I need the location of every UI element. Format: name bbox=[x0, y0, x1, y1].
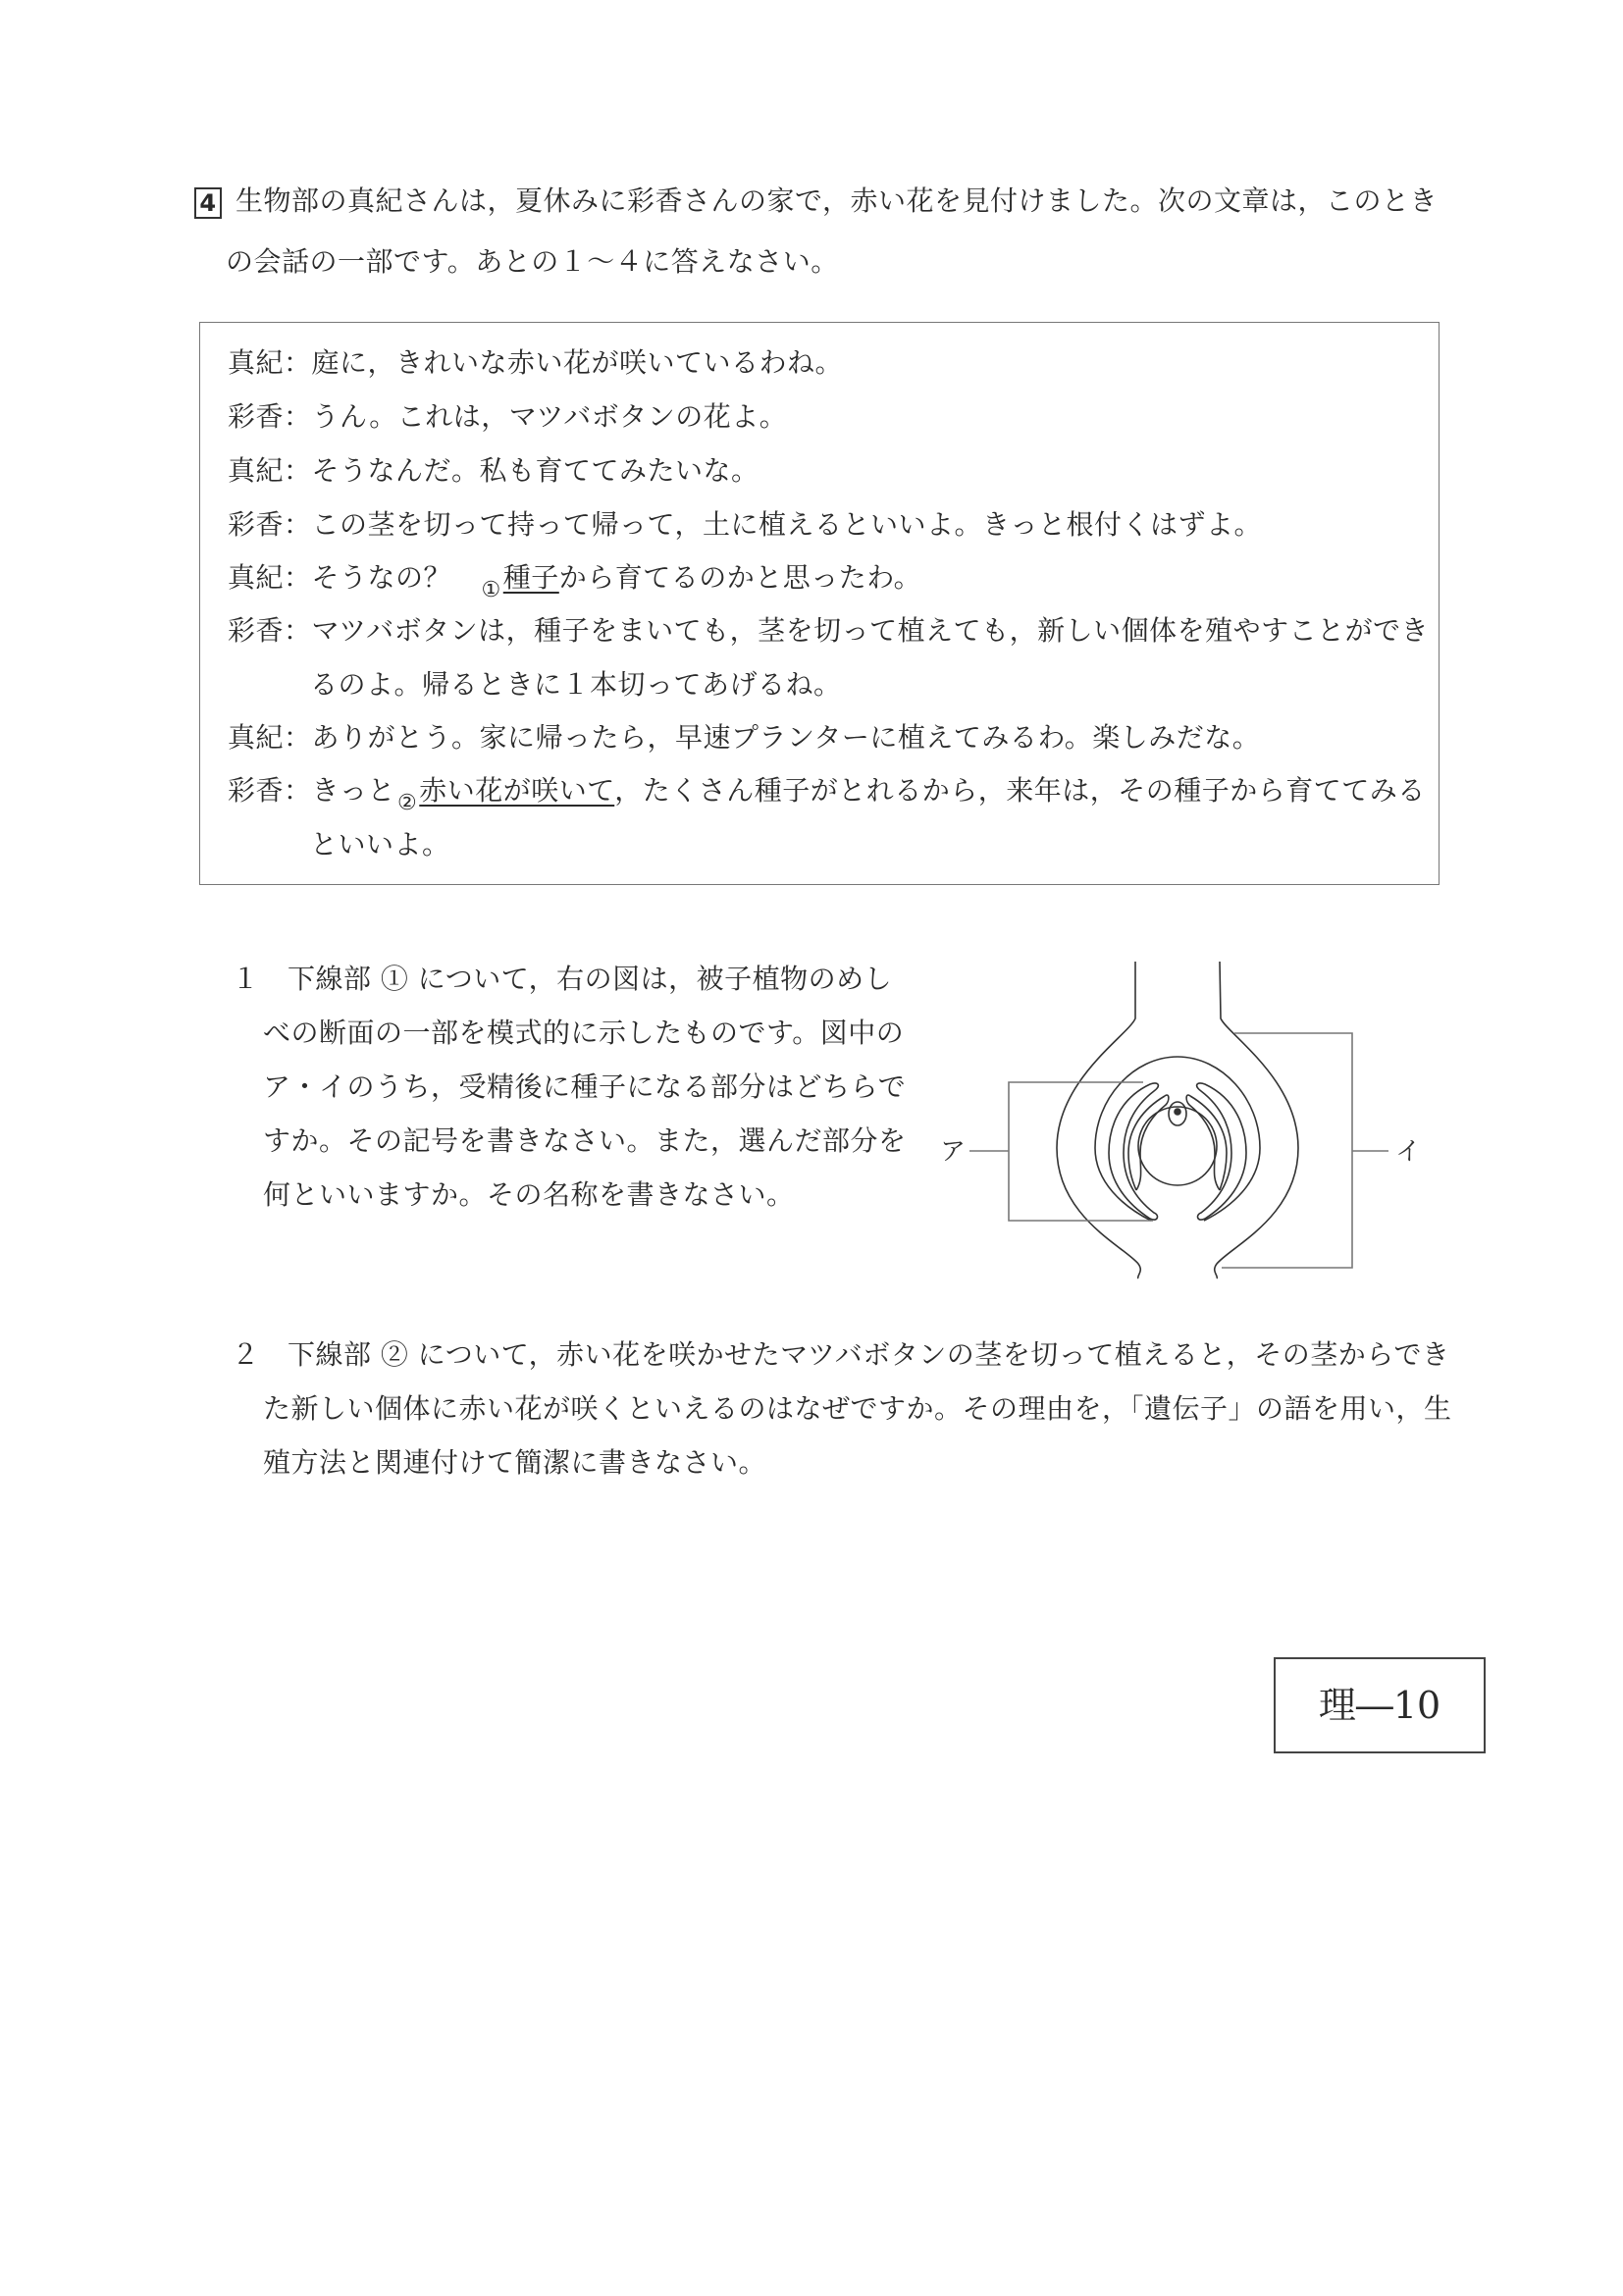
underline-2: 赤い花が咲いて bbox=[419, 774, 615, 807]
intro-line-2: の会話の一部です。あとの１～４に答えなさい。 bbox=[226, 245, 839, 278]
q2-line: 殖方法と関連付けて簡潔に書きなさい。 bbox=[263, 1446, 767, 1479]
marker-1: ① bbox=[481, 578, 501, 602]
q1-line: ア・イのうち，受精後に種子になる部分はどちらで bbox=[263, 1070, 907, 1103]
q1-line: すか。その記号を書きなさい。また，選んだ部分を bbox=[263, 1124, 907, 1157]
page-number: 理―10 bbox=[1274, 1657, 1486, 1753]
q1-line: １ 下線部 ① について，右の図は，被子植物のめし bbox=[232, 963, 893, 995]
egg-nucleus bbox=[1175, 1109, 1180, 1115]
dialogue-line: 彩香：きっと$_②$赤い花が咲いて，たくさん種子がとれるから，来年は，その種子から育ててみる bbox=[228, 774, 1426, 815]
dialogue-line-cont: といいよ。 bbox=[310, 828, 450, 861]
q2-line: ２ 下線部 ② について，赤い花を咲かせたマツバボタンの茎を切って植えると，その茎からでき bbox=[232, 1338, 1450, 1371]
label-i: イ bbox=[1395, 1137, 1422, 1167]
q1-line: 何といいますか。その名称を書きなさい。 bbox=[263, 1178, 795, 1211]
dialogue-line: 彩香：この茎を切って持って帰って，土に植えるといいよ。きっと根付くはずよ。 bbox=[228, 508, 1262, 541]
nucellus bbox=[1138, 1107, 1217, 1185]
dialogue-line: 真紀：ありがとう。家に帰ったら，早速プランターに植えてみるわ。楽しみだな。 bbox=[228, 721, 1261, 754]
dialogue-line: 彩香：うん。これは，マツバボタンの花よ。 bbox=[228, 400, 788, 433]
outer-integument-left bbox=[1109, 1083, 1158, 1220]
ovary-cavity bbox=[1095, 1057, 1260, 1221]
dialogue-line: 真紀：そうなの？ $_①$種子から育てるのかと思ったわ。 bbox=[228, 561, 922, 602]
label-a: ア bbox=[940, 1137, 967, 1167]
outer-integument-right bbox=[1197, 1083, 1246, 1220]
intro-line-1: 4 生物部の真紀さんは，夏休みに彩香さんの家で，赤い花を見付けました。次の文章は，このとき bbox=[194, 184, 1438, 219]
q1-line: べの断面の一部を模式的に示したものです。図中の bbox=[263, 1017, 905, 1049]
marker-2: ② bbox=[397, 791, 418, 815]
question-number: 4 bbox=[194, 187, 222, 219]
pistil-diagram bbox=[922, 952, 1422, 1295]
dialogue-line: 真紀：そうなんだ。私も育ててみたいな。 bbox=[228, 454, 759, 487]
dialogue-line-cont: るのよ。帰るときに１本切ってあげるね。 bbox=[310, 668, 842, 701]
dialogue-line: 彩香：マツバボタンは，種子をまいても，茎を切って植えても，新しい個体を殖やすことができ bbox=[228, 614, 1430, 647]
q2-line: た新しい個体に赤い花が咲くといえるのはなぜですか。その理由を，「遺伝子」の語を用い，生 bbox=[263, 1392, 1452, 1425]
underline-1: 種子 bbox=[502, 561, 559, 594]
dialogue-line: 真紀：庭に，きれいな赤い花が咲いているわね。 bbox=[228, 346, 844, 379]
